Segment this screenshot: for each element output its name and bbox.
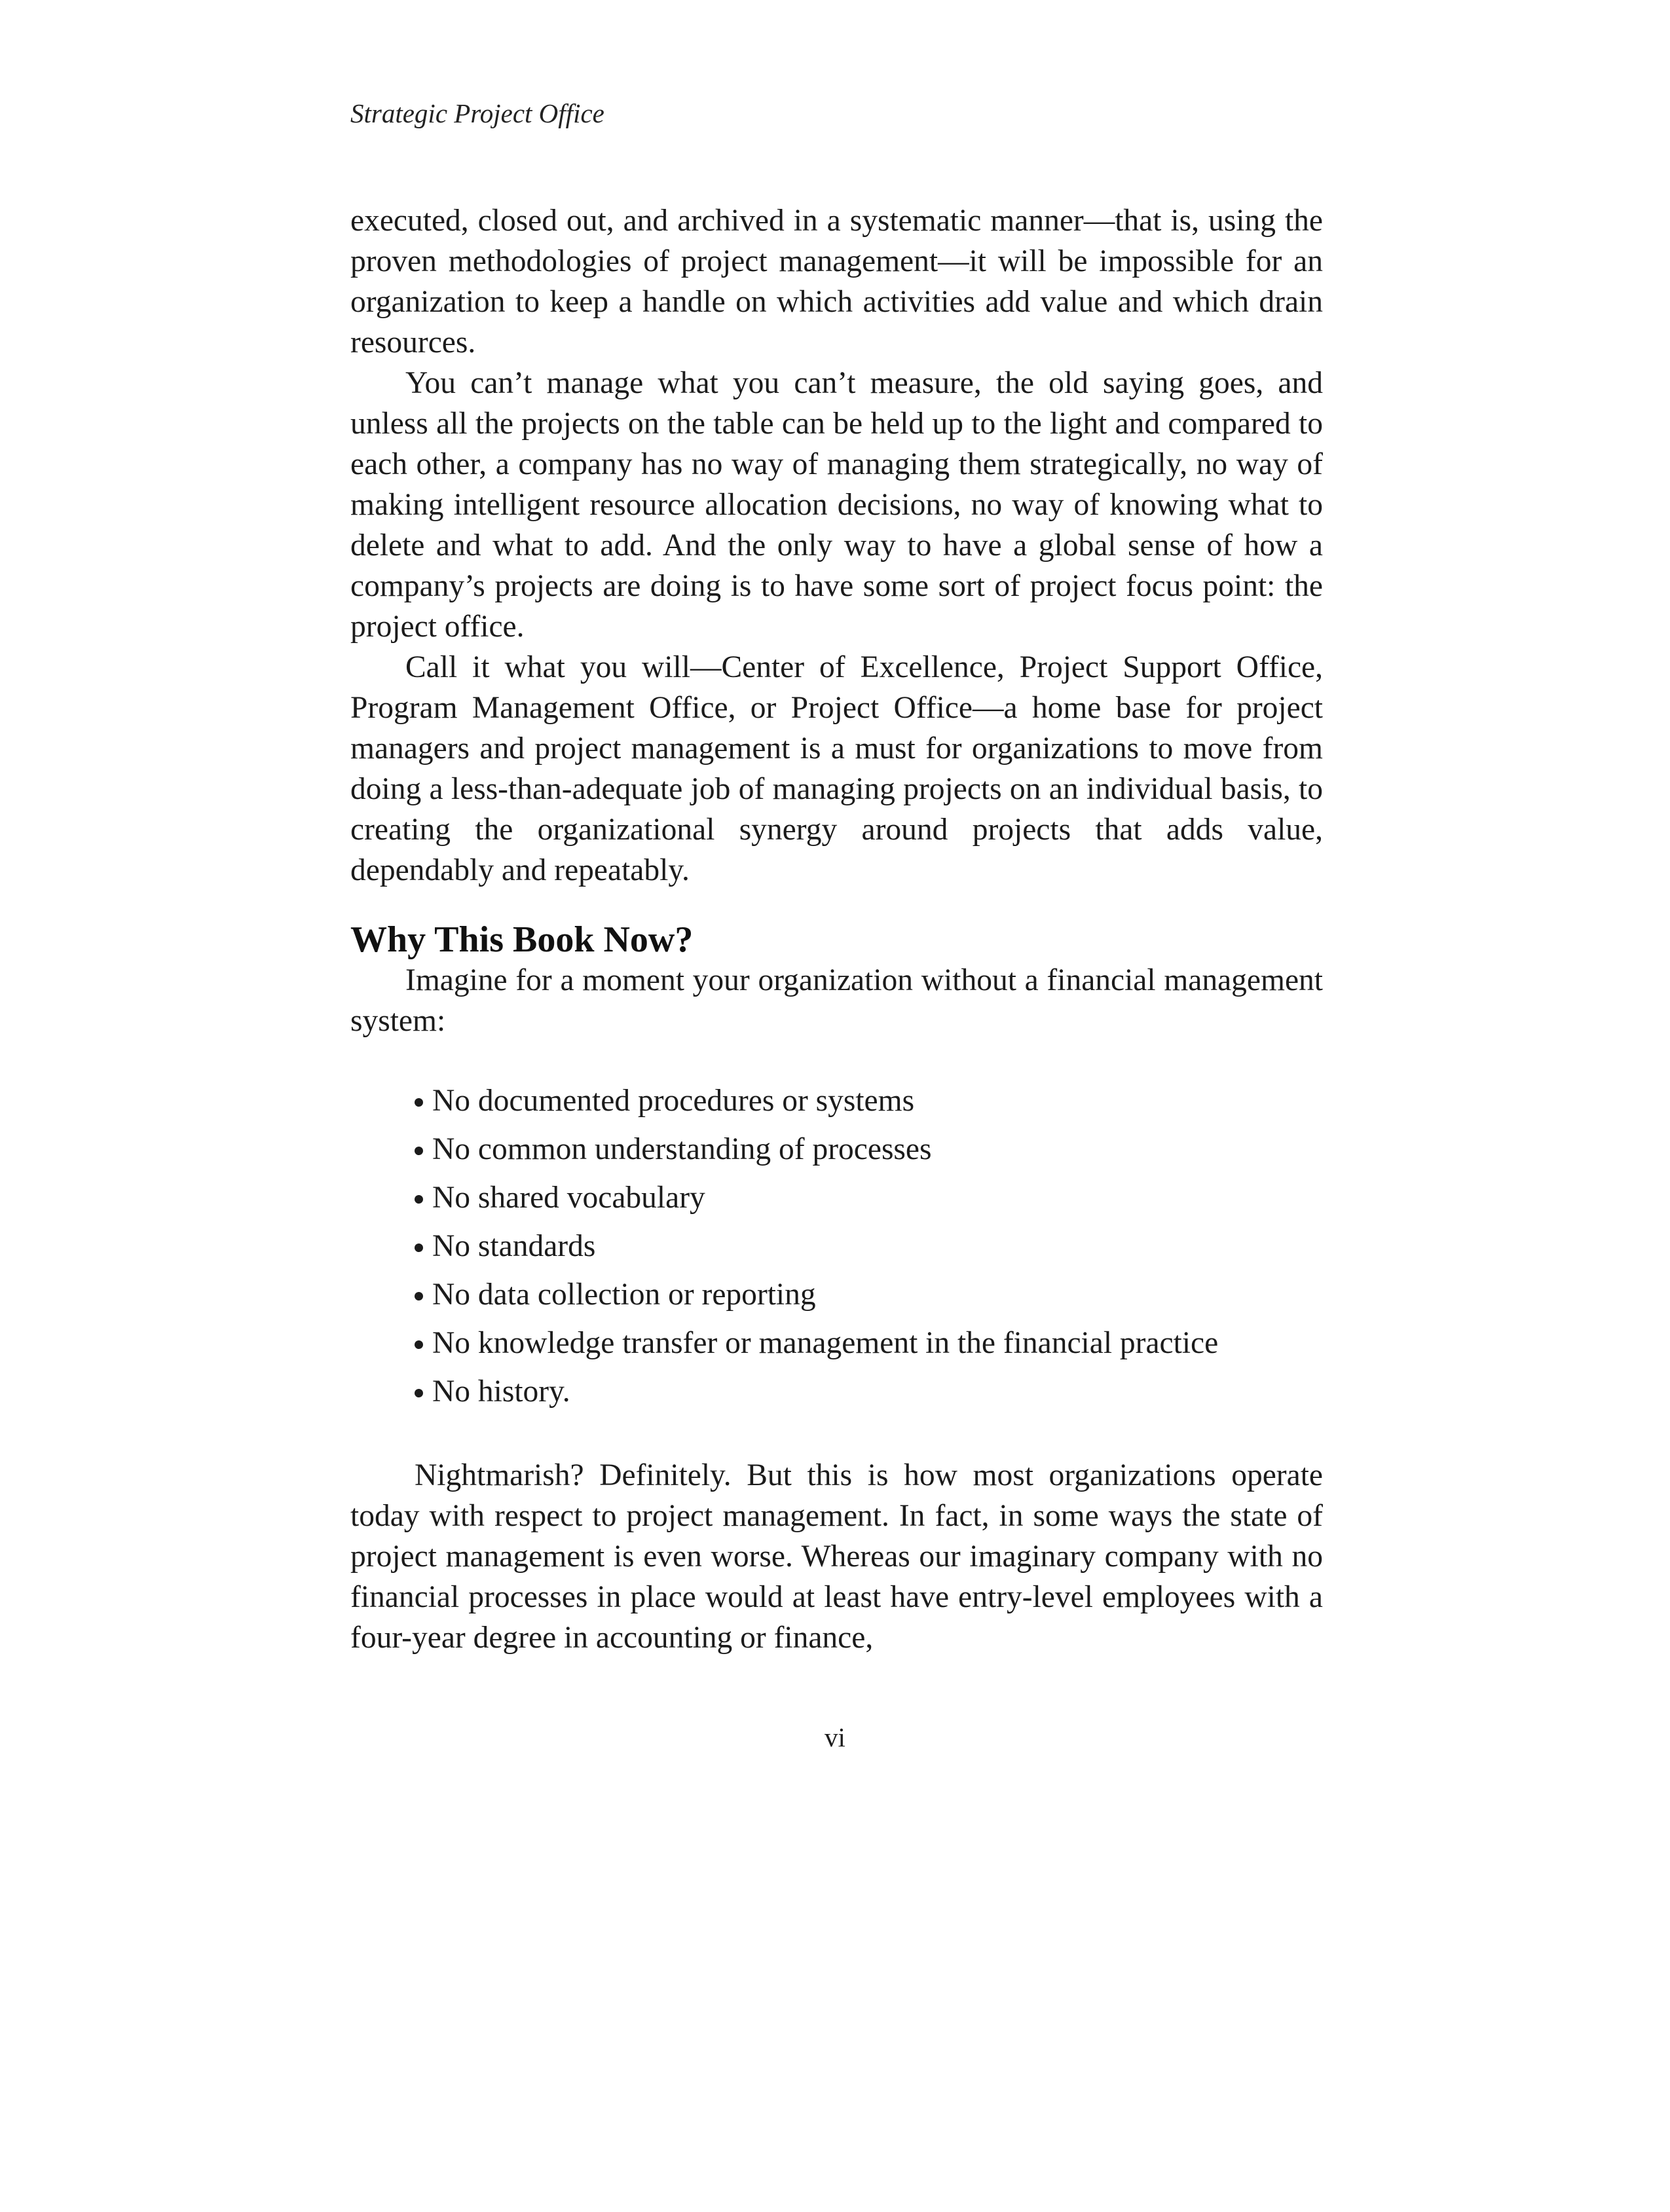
list-item-text: No documented procedures or systems — [432, 1084, 915, 1118]
bullet-icon — [415, 1244, 423, 1252]
list-item — [415, 1173, 1323, 1222]
list-item — [415, 1125, 1323, 1173]
list-item-text: No history. — [432, 1374, 570, 1409]
section-heading: Why This Book Now? — [350, 919, 694, 960]
paragraph-nightmarish: Nightmarish? Definitely. But this is how most organizations operate today with respect to project management. In fact, in some ways the state of project management is even worse. Whereas our imaginary company with no financial processes in place would at least have entry-level employees with a four-year degree in accounting or finance, — [350, 1458, 1323, 1655]
list-item — [415, 1077, 1323, 1125]
bullet-icon — [415, 1195, 423, 1204]
bullet-list — [350, 1077, 1323, 1416]
list-item — [415, 1319, 1323, 1367]
list-item-text: No data collection or reporting — [432, 1278, 816, 1312]
bullet-icon — [415, 1389, 423, 1397]
section-intro: Imagine for a moment your organization without a financial management system: — [350, 963, 1323, 1038]
list-item-text: No knowledge transfer or management in the financial practice — [432, 1326, 1219, 1360]
running-header: Strategic Project Office — [350, 98, 604, 128]
bullet-icon — [415, 1147, 423, 1155]
list-item — [415, 1367, 1323, 1416]
body-text — [350, 200, 1323, 1658]
list-item-text: No shared vocabulary — [432, 1181, 705, 1215]
paragraph-measure: You can’t manage what you can’t measure, the old saying goes, and unless all the projects on the table can be held up to the light and compared to each other, a company has no way of managing them strategically, no way of making intelligent resource allocation decisions, no way of knowing what to delete and what to add. And the only way to have a global sense of how a company’s projects are doing is to have some sort of project focus point: the project office. — [350, 366, 1323, 644]
list-item-text: No standards — [432, 1229, 596, 1263]
list-item — [415, 1222, 1323, 1270]
paragraph-continued: executed, closed out, and archived in a systematic manner—that is, using the proven methodologies of project management—it will be impossible for an organization to keep a handle on which activities add value and which drain resources. — [350, 204, 1323, 359]
page-number: vi — [825, 1722, 845, 1752]
bullet-icon — [415, 1292, 423, 1300]
list-item-text: No common understanding of processes — [432, 1132, 932, 1166]
list-item — [415, 1270, 1323, 1319]
bullet-icon — [415, 1098, 423, 1107]
paragraph-project-office: Call it what you will—Center of Excellence, Project Support Office, Program Management Office, or Project Office—a home base for project managers and project management is a must for organizations to move from doing a less-than-adequate job of managing projects on an individual basis, to creating the organizational synergy around projects that adds value, dependably and repeatably. — [350, 650, 1323, 887]
bullet-icon — [415, 1340, 423, 1349]
